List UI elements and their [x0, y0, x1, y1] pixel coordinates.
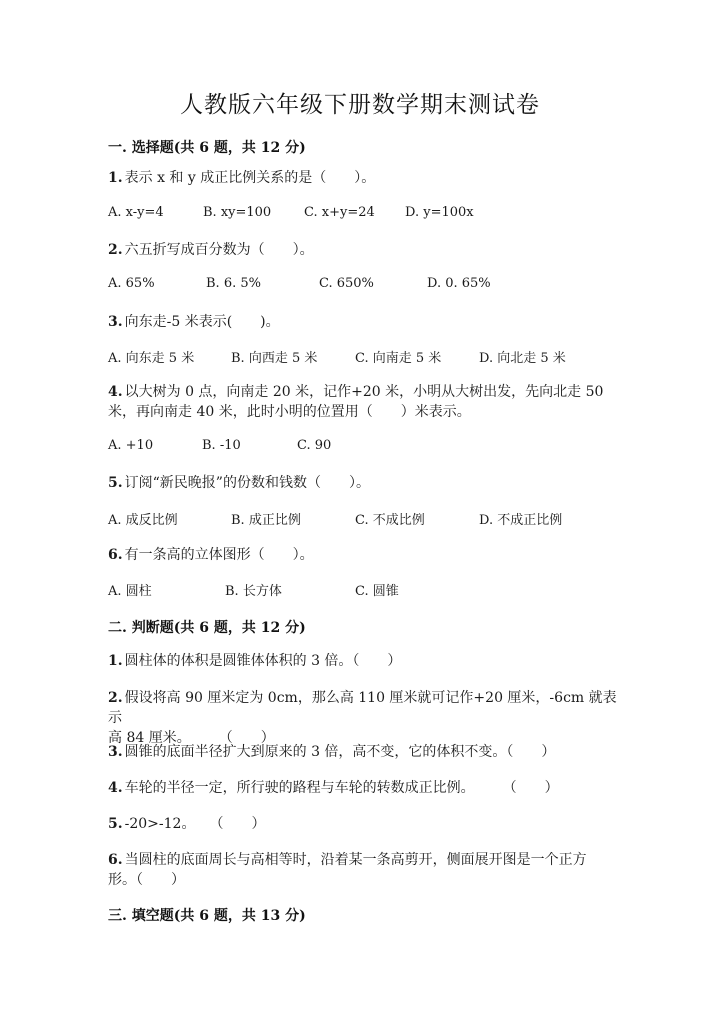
question-number: 2. [108, 690, 123, 706]
question-number: 1. [108, 170, 123, 186]
option-c: C. 650% [319, 276, 374, 291]
section-heading-judge: 二. 判断题(共 6 题，共 12 分) [108, 620, 306, 636]
question-line-1 [108, 688, 618, 728]
question-judge-1 [108, 651, 618, 671]
option-c: C. 圆锥 [355, 584, 399, 599]
options-choice-2 [108, 276, 628, 296]
question-judge-6 [108, 850, 618, 890]
question-text: 订阅“新民晚报”的份数和钱数（ ）。 [124, 475, 370, 491]
question-number: 6. [108, 852, 123, 868]
option-c: C. 向南走 5 米 [355, 351, 442, 366]
options-choice-1 [108, 205, 628, 225]
question-text: 假设将高 90 厘米定为 0cm，那么高 110 厘米就可记作+20 厘米，-6cm 就表示 [108, 690, 617, 726]
question-line-1 [108, 850, 618, 870]
question-line-1 [108, 382, 618, 402]
section-heading-choice: 一. 选择题(共 6 题，共 12 分) [108, 140, 306, 156]
question-number: 5. [108, 816, 123, 832]
option-c: C. 不成比例 [355, 513, 425, 528]
question-line-2: 高 84 厘米。 （ ） [108, 730, 275, 746]
option-a: A. x-y=4 [108, 205, 164, 220]
question-number: 2. [108, 242, 123, 258]
option-a: A. 圆柱 [108, 584, 152, 599]
options-choice-5 [108, 509, 628, 529]
question-number: 4. [108, 384, 123, 400]
option-c: C. 90 [297, 438, 332, 453]
question-number: 4. [108, 780, 123, 796]
options-choice-6 [108, 580, 628, 600]
question-number: 5. [108, 475, 123, 491]
option-b: B. 6. 5% [206, 276, 261, 291]
options-choice-4 [108, 438, 628, 458]
option-b: B. 长方体 [225, 584, 282, 599]
question-text: 圆锥的底面半径扩大到原来的 3 倍，高不变，它的体积不变。（ ） [124, 744, 556, 760]
option-a: A. 65% [108, 276, 155, 291]
option-a: A. 成反比例 [108, 513, 178, 528]
question-text: 向东走-5 米表示( )。 [124, 314, 280, 330]
option-b: B. 成正比例 [231, 513, 301, 528]
question-number: 1. [108, 653, 123, 669]
option-b: B. -10 [202, 438, 241, 453]
option-d: D. 向北走 5 米 [479, 351, 566, 366]
option-a: A. +10 [108, 438, 154, 453]
question-text: 表示 x 和 y 成正比例关系的是（ ）。 [124, 170, 376, 186]
question-judge-3 [108, 742, 618, 762]
question-number: 3. [108, 314, 123, 330]
question-judge-2 [108, 688, 618, 748]
option-c: C. x+y=24 [304, 205, 375, 220]
question-text: 圆柱体的体积是圆锥体体积的 3 倍。（ ） [124, 653, 402, 669]
option-d: D. y=100x [405, 205, 474, 220]
option-b: B. xy=100 [203, 205, 272, 220]
section-heading-fill: 三. 填空题(共 6 题，共 13 分) [108, 908, 306, 924]
option-d: D. 0. 65% [427, 276, 491, 291]
question-text: 六五折写成百分数为（ ）。 [124, 242, 314, 258]
question-choice-5 [108, 473, 618, 493]
question-choice-2 [108, 240, 618, 260]
option-a: A. 向东走 5 米 [108, 351, 195, 366]
question-choice-4 [108, 382, 618, 422]
option-b: B. 向西走 5 米 [231, 351, 318, 366]
question-number: 6. [108, 547, 123, 563]
question-text: 车轮的半径一定，所行驶的路程与车轮的转数成正比例。 （ ） [124, 780, 559, 796]
question-number: 3. [108, 744, 123, 760]
exam-title: 人教版六年级下册数学期末测试卷 [180, 92, 540, 118]
question-judge-4 [108, 778, 618, 798]
question-choice-3 [108, 312, 618, 332]
question-text: 有一条高的立体图形（ ）。 [124, 547, 314, 563]
question-line-2: 形。（ ） [108, 872, 185, 888]
question-choice-6 [108, 545, 618, 565]
question-choice-1 [108, 168, 618, 188]
option-d: D. 不成正比例 [479, 513, 563, 528]
options-choice-3 [108, 347, 628, 367]
question-judge-5 [108, 814, 618, 834]
question-line-2: 米，再向南走 40 米，此时小明的位置用（ ）米表示。 [108, 404, 471, 420]
question-text: 当圆柱的底面周长与高相等时，沿着某一条高剪开，侧面展开图是一个正方 [124, 852, 587, 868]
question-text: -20>-12。 （ ） [124, 816, 266, 832]
question-text: 以大树为 0 点，向南走 20 米，记作+20 米，小明从大树出发，先向北走 50 [124, 384, 604, 400]
